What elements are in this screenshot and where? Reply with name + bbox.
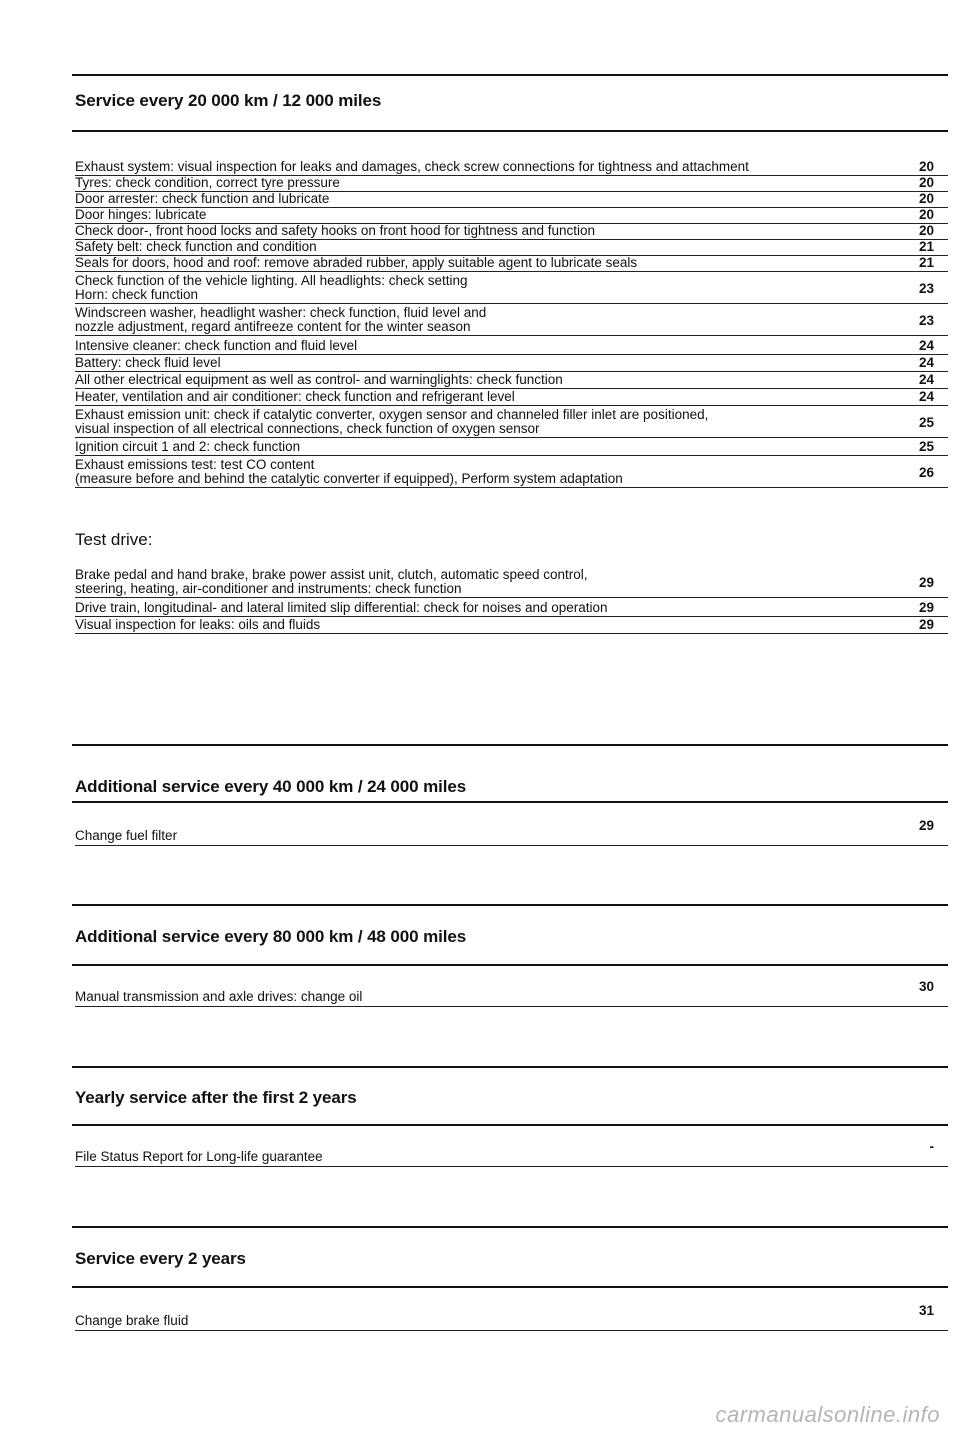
page-number: 23 [918, 313, 934, 328]
list-item: Change fuel filter 29 [75, 813, 948, 846]
section-rule-bottom [72, 964, 948, 966]
page-number: 20 [918, 159, 934, 174]
list-item: Visual inspection for leaks: oils and fluids 29 [75, 618, 948, 634]
section-rule-bottom [72, 801, 948, 803]
list-item: Check door-, front hood locks and safety hooks on front hood for tightness and function 20 [75, 224, 948, 240]
page-number: 29 [918, 617, 934, 632]
list-item: Door arrester: check function and lubricate 20 [75, 192, 948, 208]
list-item: Exhaust system: visual inspection for leaks and damages, check screw connections for tightness and attachment 20 [75, 160, 948, 176]
list-item: Manual transmission and axle drives: change oil 30 [75, 974, 948, 1007]
list-item: Ignition circuit 1 and 2: check function 25 [75, 440, 948, 456]
page-number: 21 [918, 239, 934, 254]
list-item: Check function of the vehicle lighting. All headlights: check setting Horn: check function 23 [75, 274, 948, 304]
page-number: 20 [918, 223, 934, 238]
page-number: 25 [918, 439, 934, 454]
page-number: 20 [918, 175, 934, 190]
page-number: 25 [918, 415, 934, 430]
section-rule-bottom [72, 1124, 948, 1126]
watermark: carmanualsonline.info [715, 1402, 940, 1427]
page-number: 24 [918, 372, 934, 387]
list-item: Door hinges: lubricate 20 [75, 208, 948, 224]
section-heading-yearly: Yearly service after the first 2 years [75, 1088, 357, 1107]
list-item: Heater, ventilation and air conditioner: check function and refrigerant level 24 [75, 390, 948, 406]
page-number: 26 [918, 465, 934, 480]
page-number: 29 [918, 818, 934, 833]
page-number: 20 [918, 191, 934, 206]
page-number: 24 [918, 338, 934, 353]
page-number: 29 [918, 600, 934, 615]
list-item: Windscreen washer, headlight washer: check function, fluid level and nozzle adjustment, regard antifreeze content for the winter season 23 [75, 306, 948, 336]
page-number: 20 [918, 207, 934, 222]
page-number: 30 [918, 979, 934, 994]
list-item: Battery: check fluid level 24 [75, 356, 948, 372]
section-rule-top [72, 1226, 948, 1228]
section-rule-top [72, 744, 948, 746]
list-item: Change brake fluid 31 [75, 1298, 948, 1331]
section-heading-80000: Additional service every 80 000 km / 48 000 miles [75, 927, 467, 946]
section-rule-top [72, 1066, 948, 1068]
list-item: Drive train, longitudinal- and lateral limited slip differential: check for noises and operation 29 [75, 601, 948, 617]
list-item: Seals for doors, hood and roof: remove abraded rubber, apply suitable agent to lubricate seals 21 [75, 256, 948, 272]
section-rule-top [72, 904, 948, 906]
page-number: 21 [918, 255, 934, 270]
page-number: 31 [918, 1303, 934, 1318]
page-number: - [929, 1139, 934, 1154]
section-rule-bottom [72, 130, 948, 132]
list-item: File Status Report for Long-life guarantee - [75, 1134, 948, 1167]
section-heading-40000: Additional service every 40 000 km / 24 000 miles [75, 777, 467, 796]
page-number: 23 [918, 281, 934, 296]
test-drive-heading: Test drive: [75, 530, 153, 549]
page-number: 29 [918, 575, 934, 590]
list-item: Brake pedal and hand brake, brake power assist unit, clutch, automatic speed control, steering, heating, air-conditioner and instruments: check function 29 [75, 568, 948, 598]
section-rule-top [72, 74, 948, 76]
list-item: Exhaust emission unit: check if catalytic converter, oxygen sensor and channeled filler inlet are positioned, visual inspection of all electrical connections, check function of oxygen sensor 25 [75, 408, 948, 438]
section-heading-2years: Service every 2 years [75, 1249, 246, 1268]
section-rule-bottom [72, 1286, 948, 1288]
page-number: 24 [918, 389, 934, 404]
section-heading-main: Service every 20 000 km / 12 000 miles [75, 91, 382, 110]
list-item: Exhaust emissions test: test CO content (measure before and behind the catalytic converter if equipped), Perform system adaptation 26 [75, 458, 948, 488]
page-number: 24 [918, 355, 934, 370]
list-item: Tyres: check condition, correct tyre pressure 20 [75, 176, 948, 192]
list-item: Intensive cleaner: check function and fluid level 24 [75, 339, 948, 355]
list-item: All other electrical equipment as well as control- and warninglights: check function 24 [75, 373, 948, 389]
list-item: Safety belt: check function and condition 21 [75, 240, 948, 256]
